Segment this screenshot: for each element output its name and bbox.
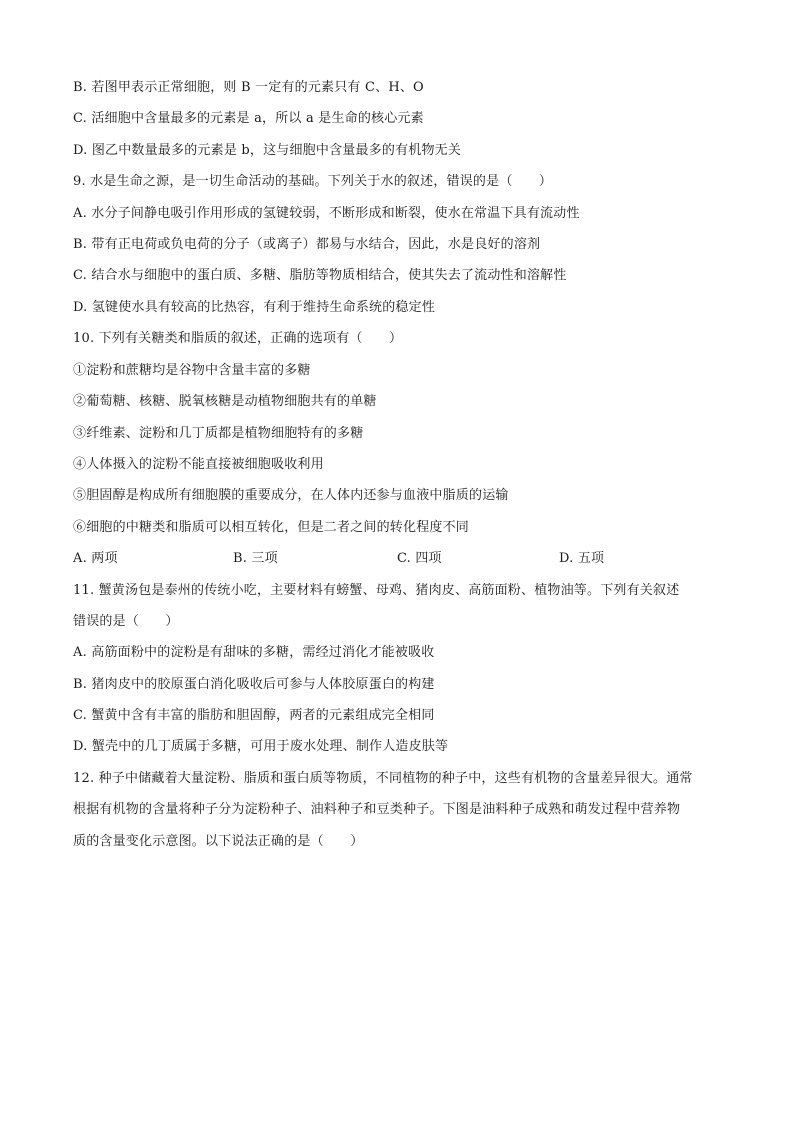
q11-option-c: C. 蟹黄中含有丰富的脂肪和胆固醇，两者的元素组成完全相同 xyxy=(73,708,435,723)
q10-statement-3: ③纤维素、淀粉和几丁质都是植物细胞特有的多糖 xyxy=(73,426,364,441)
q8-option-c: C. 活细胞中含量最多的元素是 a，所以 a 是生命的核心元素 xyxy=(73,111,424,126)
q10-option-b: B. 三项 xyxy=(233,551,278,566)
q10-statement-1: ①淀粉和蔗糖均是谷物中含量丰富的多糖 xyxy=(73,363,311,378)
q8-option-b: B. 若图甲表示正常细胞，则 B 一定有的元素只有 C、H、O xyxy=(73,80,424,95)
q10-option-a: A. 两项 xyxy=(73,551,118,566)
q9-option-d: D. 氢键使水具有较高的比热容，有利于维持生命系统的稳定性 xyxy=(73,300,436,315)
q10-stem: 10. 下列有关糖类和脂质的叙述，正确的选项有（ ） xyxy=(73,331,403,346)
q9-stem: 9. 水是生命之源，是一切生命活动的基础。下列关于水的叙述，错误的是（ ） xyxy=(73,174,553,189)
q12-stem-line-1: 12. 种子中储藏着大量淀粉、脂质和蛋白质等物质，不同植物的种子中，这些有机物的含量差异很大。通常 xyxy=(73,771,693,786)
q11-stem-line-1: 11. 蟹黄汤包是泰州的传统小吃，主要材料有螃蟹、母鸡、猪肉皮、高筋面粉、植物油等。下列有关叙述 xyxy=(73,583,680,598)
q10-statement-4: ④人体摄入的淀粉不能直接被细胞吸收利用 xyxy=(73,457,324,472)
q9-option-a: A. 水分子间静电吸引作用形成的氢键较弱，不断形成和断裂，使水在常温下具有流动性 xyxy=(73,206,580,221)
q12-stem-line-2: 根据有机物的含量将种子分为淀粉种子、油料种子和豆类种子。下图是油料种子成熟和萌发过程中营养物 xyxy=(73,802,681,817)
q10-statement-2: ②葡萄糖、核糖、脱氧核糖是动植物细胞共有的单糖 xyxy=(73,394,377,409)
q10-statement-6: ⑥细胞的中糖类和脂质可以相互转化，但是二者之间的转化程度不同 xyxy=(73,520,470,535)
q11-option-a: A. 高筋面粉中的淀粉是有甜味的多糖，需经过消化才能被吸收 xyxy=(73,645,435,660)
q9-option-c: C. 结合水与细胞中的蛋白质、多糖、脂肪等物质相结合，使其失去了流动性和溶解性 xyxy=(73,268,567,283)
q8-option-d: D. 图乙中数量最多的元素是 b，这与细胞中含量最多的有机物无关 xyxy=(73,143,462,158)
q10-options xyxy=(73,550,604,568)
q11-option-b: B. 猪肉皮中的胶原蛋白消化吸收后可参与人体胶原蛋白的构建 xyxy=(73,677,435,692)
q12-stem-line-3: 质的含量变化示意图。以下说法正确的是（ ） xyxy=(73,834,364,849)
q10-option-d: D. 五项 xyxy=(559,551,605,566)
q11-stem-line-2: 错误的是（ ） xyxy=(73,614,179,629)
q9-option-b: B. 带有正电荷或负电荷的分子（或离子）都易与水结合，因此，水是良好的溶剂 xyxy=(73,237,541,252)
q10-statement-5: ⑤胆固醇是构成所有细胞膜的重要成分，在人体内还参与血液中脂质的运输 xyxy=(73,488,509,503)
q11-option-d: D. 蟹壳中的几丁质属于多糖，可用于废水处理、制作人造皮肤等 xyxy=(73,739,449,754)
q10-option-c: C. 四项 xyxy=(397,551,442,566)
